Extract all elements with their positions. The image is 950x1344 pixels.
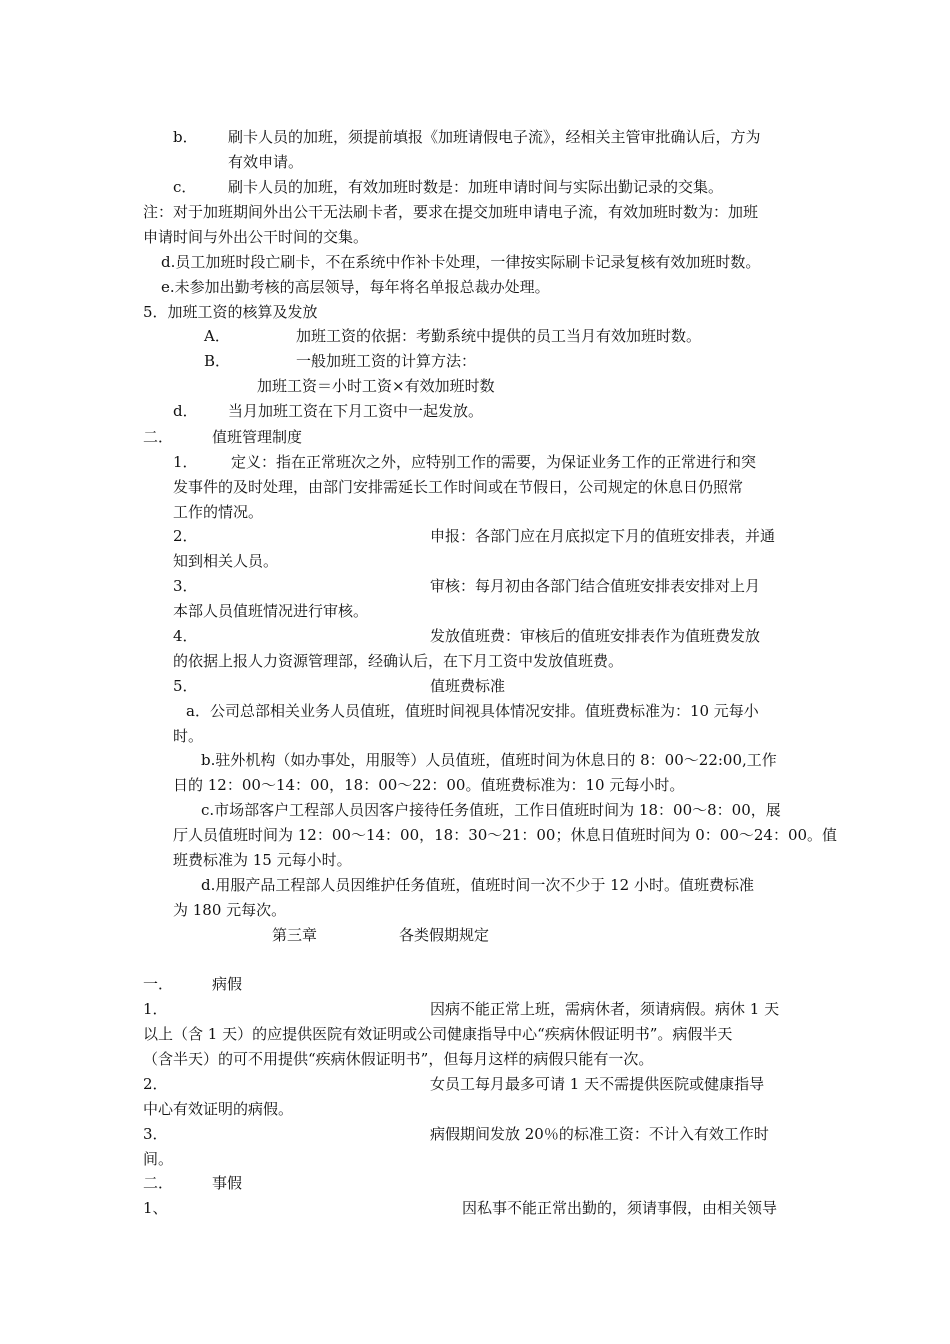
- text-line: 因病不能正常上班，需病休者，须请病假。病休 1 天: [430, 1000, 780, 1018]
- text-line: d.用服产品工程部人员因维护任务值班，值班时间一次不少于 12 小时。值班费标准: [201, 876, 754, 894]
- text-line: 病假期间发放 20％的标准工资：不计入有效工作时: [430, 1125, 769, 1143]
- text-line: 发事件的及时处理，由部门安排需延长工作时间或在节假日，公司规定的休息日仍照常: [173, 478, 744, 496]
- text-line: 5．加班工资的核算及发放: [143, 303, 318, 321]
- text-line: 二．: [143, 1174, 174, 1192]
- text-line: 以上（含 1 天）的应提供医院有效证明或公司健康指导中心“疾病休假证明书”。病假半天: [143, 1025, 733, 1043]
- text-line: 时。: [173, 727, 204, 745]
- text-line: d.员工加班时段亡刷卡，不在系统中作补卡处理，一律按实际刷卡记录复核有效加班时数。: [161, 253, 761, 271]
- text-line: 值班费标准: [430, 677, 506, 695]
- text-line: c.市场部客户工程部人员因客户接待任务值班，工作日值班时间为 18：00～8：00，展: [201, 801, 781, 819]
- text-line: 工作的情况。: [173, 503, 264, 521]
- text-line: 一．: [143, 975, 174, 993]
- text-line: 1、: [143, 1199, 168, 1217]
- text-line: 2．: [173, 527, 198, 545]
- text-line: 发放值班费：审核后的值班安排表作为值班费发放: [430, 627, 761, 645]
- text-line: 事假: [212, 1174, 243, 1192]
- text-line: 3．: [143, 1125, 168, 1143]
- text-line: d．: [173, 402, 198, 420]
- text-line: 1．: [173, 453, 198, 471]
- text-line: c．: [173, 178, 197, 196]
- text-line: 申报：各部门应在月底拟定下月的值班安排表，并通: [430, 527, 776, 545]
- text-line: 加班工资的依据：考勤系统中提供的员工当月有效加班时数。: [296, 327, 702, 345]
- text-line: 定义：指在正常班次之外，应特别工作的需要，为保证业务工作的正常进行和突: [231, 453, 757, 471]
- text-line: 各类假期规定: [399, 926, 490, 944]
- text-line: 一般加班工资的计算方法：: [296, 352, 477, 370]
- text-line: 2．: [143, 1075, 168, 1093]
- text-line: 5．: [173, 677, 198, 695]
- text-line: 女员工每月最多可请 1 天不需提供医院或健康指导: [430, 1075, 765, 1093]
- text-line: 注：对于加班期间外出公干无法刷卡者，要求在提交加班申请电子流，有效加班时数为：加班: [143, 203, 759, 221]
- text-line: 的依据上报人力资源管理部，经确认后，在下月工资中发放值班费。: [173, 652, 624, 670]
- text-line: 病假: [212, 975, 243, 993]
- text-line: 中心有效证明的病假。: [143, 1100, 294, 1118]
- text-line: 日的 12：00～14：00，18：00～22：00。值班费标准为：10 元每小时。: [173, 776, 685, 794]
- text-line: 加班工资＝小时工资×有效加班时数: [257, 377, 495, 395]
- text-line: 第三章: [272, 926, 318, 944]
- text-line: b．: [173, 128, 198, 146]
- text-line: 二．: [143, 428, 174, 446]
- text-line: B．: [204, 352, 231, 370]
- text-line: a．公司总部相关业务人员值班，值班时间视具体情况安排。值班费标准为：10 元每小: [186, 702, 759, 720]
- text-line: （含半天）的可不用提供“疾病休假证明书”，但每月这样的病假只能有一次。: [143, 1050, 654, 1068]
- text-line: 刷卡人员的加班，有效加班时数是：加班申请时间与实际出勤记录的交集。: [228, 178, 724, 196]
- text-line: 厅人员值班时间为 12：00～14：00，18：30～21：00；休息日值班时间为 0：00～24：00。值: [173, 826, 838, 844]
- text-line: 班费标准为 15 元每小时。: [173, 851, 352, 869]
- text-line: 因私事不能正常出勤的，须请事假，由相关领导: [462, 1199, 778, 1217]
- text-line: A．: [204, 327, 230, 345]
- text-line: 本部人员值班情况进行审核。: [173, 602, 369, 620]
- text-line: 为 180 元每次。: [173, 901, 287, 919]
- text-line: 3．: [173, 577, 198, 595]
- text-line: 4．: [173, 627, 198, 645]
- text-line: 刷卡人员的加班，须提前填报《加班请假电子流》，经相关主管审批确认后，方为: [228, 128, 761, 146]
- text-line: 有效申请。: [228, 153, 304, 171]
- text-line: b.驻外机构（如办事处，用服等）人员值班，值班时间为休息日的 8：00～22:00,工作: [201, 751, 777, 769]
- text-line: 当月加班工资在下月工资中一起发放。: [228, 402, 484, 420]
- text-line: 间。: [143, 1150, 174, 1168]
- text-line: 1．: [143, 1000, 168, 1018]
- text-line: e.未参加出勤考核的高层领导，每年将名单报总裁办处理。: [161, 278, 550, 296]
- text-line: 知到相关人员。: [173, 552, 279, 570]
- text-line: 申请时间与外出公干时间的交集。: [143, 228, 369, 246]
- text-line: 值班管理制度: [212, 428, 303, 446]
- text-line: 审核：每月初由各部门结合值班安排表安排对上月: [430, 577, 761, 595]
